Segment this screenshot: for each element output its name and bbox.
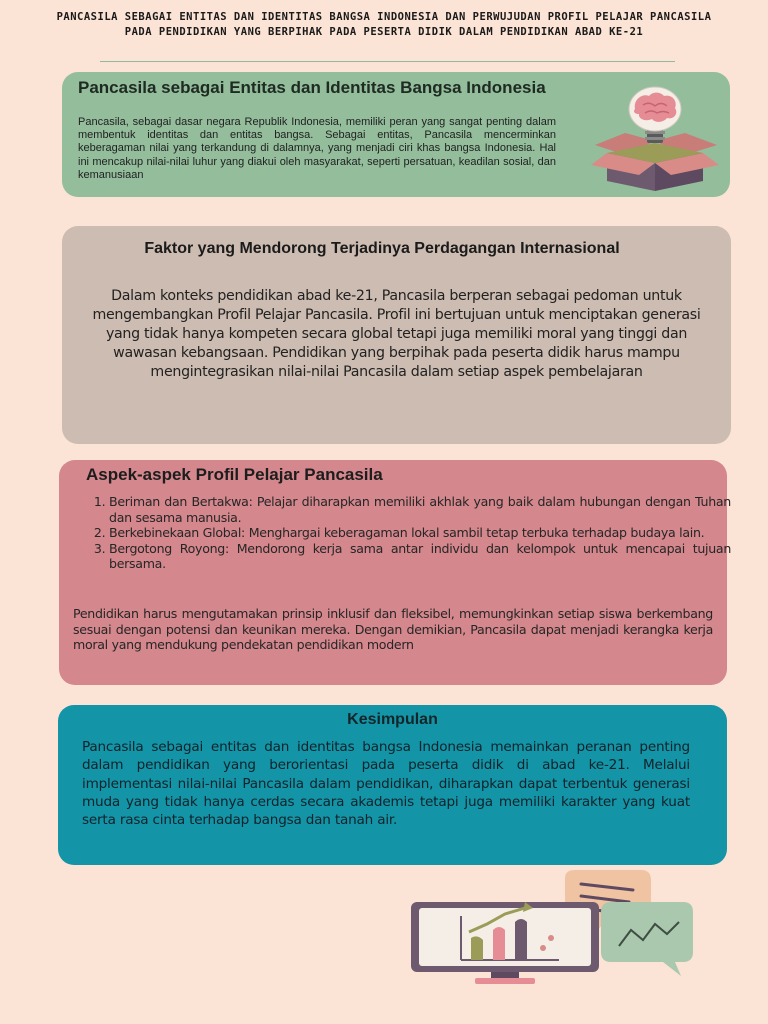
section-aspects-card [59, 460, 731, 685]
section-factor-body: Dalam konteks pendidikan abad ke-21, Pancasila berperan sebagai pedoman untuk mengembangkan Profil Pelajar Pancasila. Profil ini bertujuan untuk menciptakan generasi yang tidak hanya kompeten secara global tetapi juga memiliki moral yang tinggi dan wawasan kebangsaan. Pendidikan yang berpihak pada peserta didik harus mampu mengintegrasikan nilai-nilai Pancasila dalam setiap aspek pembelajaran [92, 288, 701, 380]
page-title: PANCASILA SEBAGAI ENTITAS DAN IDENTITAS BANGSA INDONESIA DAN PERWUJUDAN PROFIL PELAJAR PANCASILA PADA PENDIDIKAN YANG BERPIHAK PADA PESERTA DIDIK DALAM PENDIDIKAN ABAD KE-21 [56, 11, 712, 38]
list-item: 1. Beriman dan Bertakwa: Pelajar diharapkan memiliki akhlak yang baik dalam hubungan dengan Tuhan dan sesama manusia. [109, 494, 731, 525]
monitor-chart-chat-icon [405, 868, 705, 986]
section-identity-body: Pancasila, sebagai dasar negara Republik Indonesia, memiliki peran yang sangat penting dalam membentuk identitas dan entitas bangsa. Sebagai entitas, Pancasila mencerminkan keberagaman nilai yang terkandung di dalamnya, yang menjadi ciri khas bangsa Indonesia. Hal ini mencakup nilai-nilai luhur yang diakui oleh masyarakat, seperti persatuan, keadilan sosial, dan kemanusiaan [78, 116, 556, 181]
list-item: 3. Bergotong Royong: Mendorong kerja sama antar individu dan kelompok untuk mencapai tujuan bersama. [109, 541, 731, 572]
list-item: 2. Berkebinekaan Global: Menghargai keberagaman lokal sambil tetap terbuka terhadap budaya lain. [109, 525, 731, 541]
section-conclusion-title: Kesimpulan [347, 711, 438, 728]
section-conclusion-body: Pancasila sebagai entitas dan identitas bangsa Indonesia memainkan peranan penting dalam pendidikan yang berorientasi pada peserta didik di abad ke-21. Melalui implementasi nilai-nilai Pancasila dalam pendidikan, diharapkan dapat terbentuk generasi muda yang tidak hanya cerdas secara akademis tetapi juga memiliki karakter yang kuat serta rasa cinta terhadap bangsa dan tanah air. [82, 739, 690, 829]
aspects-list [91, 494, 731, 572]
lightbulb-brain-box-icon [585, 85, 725, 193]
section-conclusion-card [58, 705, 727, 865]
section-factor-title: Faktor yang Mendorong Terjadinya Perdagangan Internasional [144, 240, 620, 257]
section-aspects-title: Aspek-aspek Profil Pelajar Pancasila [86, 465, 383, 484]
section-factor-card [62, 226, 731, 444]
header-divider [100, 61, 675, 62]
section-identity-title: Pancasila sebagai Entitas dan Identitas Bangsa Indonesia [78, 78, 546, 97]
section-aspects-paragraph: Pendidikan harus mengutamakan prinsip inklusif dan fleksibel, memungkinkan setiap siswa berkembang sesuai dengan potensi dan keunikan mereka. Dengan demikian, Pancasila dapat menjadi kerangka kerja moral yang mendukung pendekatan pendidikan modern [73, 606, 713, 653]
